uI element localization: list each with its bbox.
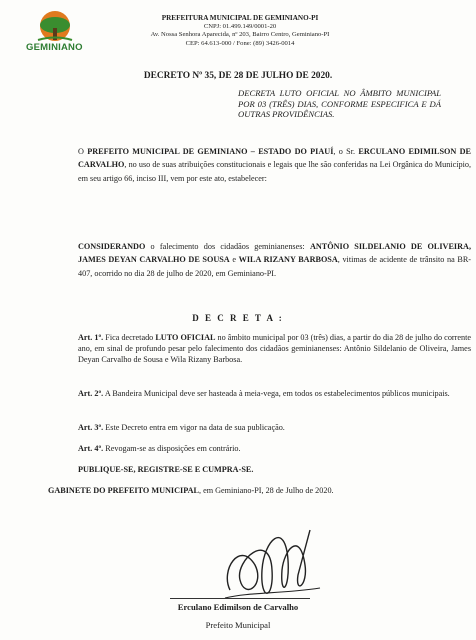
signature-line bbox=[170, 598, 310, 599]
article-1-label: Art. 1º. bbox=[78, 333, 104, 342]
decreta-heading: D E C R E T A : bbox=[192, 313, 284, 323]
preamble-text-2: , o Sr. bbox=[333, 147, 359, 156]
logo-text: GEMINIANO bbox=[26, 42, 83, 53]
article-4-label: Art. 4º. bbox=[78, 444, 104, 453]
letterhead bbox=[110, 14, 370, 48]
considerando-text-1: o falecimento dos cidadãos geminianenses: bbox=[145, 242, 310, 251]
letterhead-cnpj: CNPJ: 01.499.149/0001-20 bbox=[203, 22, 277, 30]
letterhead-cep: CEP: 64.613-000 / Fone: (89) 3426-0014 bbox=[185, 39, 295, 47]
decree-title: DECRETO Nº 35, DE 28 DE JULHO DE 2020. bbox=[143, 71, 333, 81]
article-3-text: Este Decreto entra em vigor na data de sua publicação. bbox=[103, 423, 285, 432]
article-3 bbox=[48, 423, 471, 434]
considerando-names-1: ANTÔNIO SILDELANIO DE OLIVEIRA, JAMES DEYAN CARVALHO DE SOUSA bbox=[78, 242, 471, 265]
article-4 bbox=[48, 444, 471, 455]
considerando-text-2: e bbox=[229, 255, 239, 265]
gabinete-label: GABINETE DO PREFEITO MUNICIPAL bbox=[48, 486, 199, 495]
handwritten-signature bbox=[210, 510, 330, 610]
considerando-names-2: WILA RIZANY BARBOSA bbox=[238, 255, 338, 265]
article-2-text: A Bandeira Municipal deve ser hasteada à meia-vega, em todos os estabelecimentos públicos municipais. bbox=[103, 389, 450, 398]
preamble-paragraph bbox=[48, 145, 471, 185]
preamble-authority: PREFEITO MUNICIPAL DE GEMINIANO – ESTADO DO PIAUÍ bbox=[87, 147, 334, 156]
article-1-text-1: Fica decretado bbox=[103, 333, 156, 342]
publique-line: PUBLIQUE-SE, REGISTRE-SE E CUMPRA-SE. bbox=[78, 465, 254, 474]
decree-summary: DECRETA LUTO OFICIAL NO ÂMBITO MUNICIPAL POR 03 (TRÊS) DIAS, CONFORME ESPECIFICA E DÁ OUTRAS PROVIDÊNCIAS. bbox=[238, 88, 441, 120]
article-4-text: Revogam-se as disposições em contrário. bbox=[103, 444, 241, 453]
article-1-luto: LUTO OFICIAL bbox=[155, 333, 216, 342]
preamble-text-3: , no uso de suas atribuições constitucionais e legais que lhe são conferidas na Lei Orgânica do Município, em seu artigo 66, inciso III, vem por este ato, estabelecer: bbox=[78, 160, 471, 183]
gabinete-date: , em Geminiano-PI, 28 de Julho de 2020. bbox=[198, 486, 334, 495]
considerando-paragraph bbox=[48, 240, 471, 280]
article-3-label: Art. 3º. bbox=[78, 423, 104, 432]
letterhead-address: Av. Nossa Senhora Aparecida, nº 203, Bairro Centro, Geminiano-PI bbox=[150, 31, 330, 39]
preamble-mayor-name: ERCULANO EDIMILSON DE CARVALHO bbox=[78, 147, 471, 170]
article-2 bbox=[48, 389, 471, 400]
article-1 bbox=[48, 333, 471, 365]
article-2-label: Art. 2º. bbox=[78, 389, 104, 398]
considerando-label: CONSIDERANDO bbox=[78, 242, 146, 251]
signer-name: Erculano Edimilson de Carvalho bbox=[177, 602, 299, 612]
letterhead-org: PREFEITURA MUNICIPAL DE GEMINIANO-PI bbox=[161, 14, 319, 22]
signer-role: Prefeito Municipal bbox=[205, 620, 271, 630]
gabinete-line bbox=[48, 486, 441, 497]
considerando-text-3: , vitimas de acidente de trânsito na BR-407, ocorrido no dia 28 de julho de 2020, em Geminiano-PI. bbox=[78, 255, 472, 278]
preamble-text-1: O bbox=[78, 147, 88, 156]
article-1-text-2: no âmbito municipal por 03 (três) dias, a partir do dia 28 de julho do corrente ano, em sinal de profundo pesar pelo falecimento dos cidadãos geminianenses: Antônio Sildelanio de Oliveira, James Deyan Carvalho de Sousa e Wila Rizany Barbosa. bbox=[78, 333, 471, 364]
